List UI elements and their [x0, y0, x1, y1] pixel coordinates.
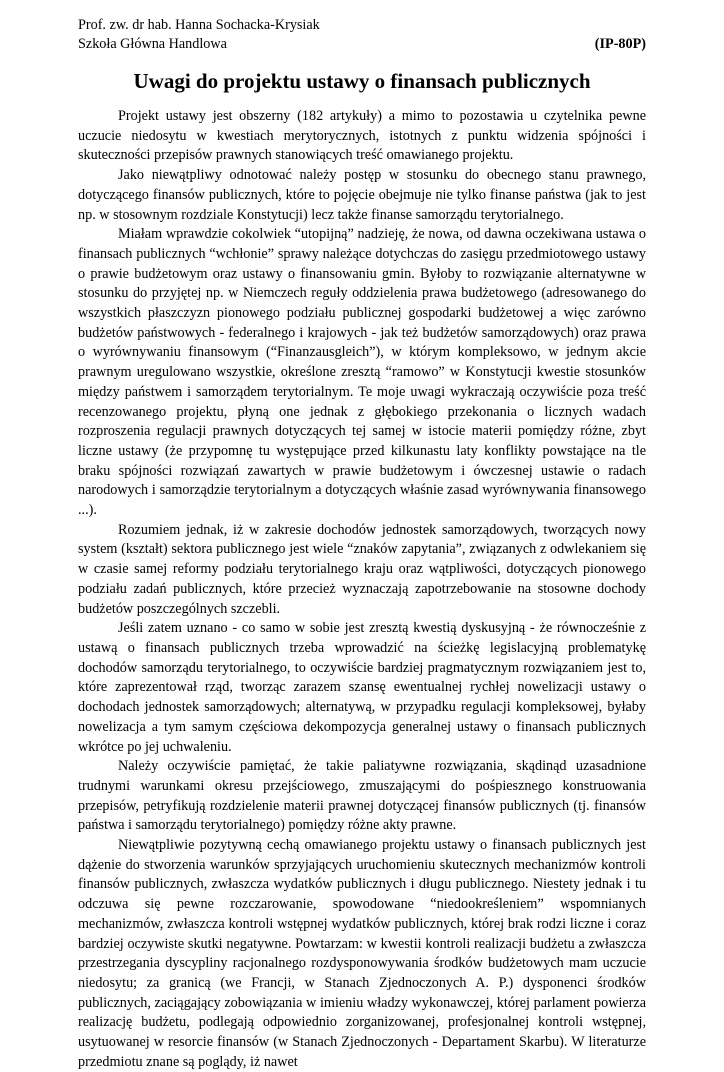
document-title: Uwagi do projektu ustawy o finansach publicznych: [133, 69, 591, 93]
paragraph: Niewątpliwie pozytywną cechą omawianego projektu ustawy o finansach publicznych jest dążenie do stworzenia warunków sprzyjających uruchomieniu skutecznych mechanizmów kontroli finansów publicznych, zwłaszcza wydatków publicznych i długu publicznego. Niestety jednak i tu odczuwa się pewne rozczarowanie, spowodowane “niedookreśleniem” wspomnianych mechanizmów, zwłaszcza kontroli wstępnej wydatków publicznych, której brak rodzi liczne i coraz bardziej oczywiste skutki negatywne. Powtarzam: w kwestii kontroli realizacji budżetu a zwłaszcza przestrzegania dyscypliny racjonalnego rozdysponowywania środków budżetowych mam uczucie niedosytu; za granicą (we Francji, w Stanach Zjednoczonych A. P.) dysponenci środków publicznych, zaciągający zobowiązania w imieniu władzy wykonawczej, której parlament powierza realizację budżetu, podlegają odpowiednio zorganizowanej, profesjonalnej kontroli wstępnej, usytuowanej w resorcie finansów (w Stanach Zjednoczonych - Departament Skarbu). W literaturze przedmiotu znane są poglądy, iż nawet: [78, 837, 646, 1070]
document-header: [78, 16, 646, 54]
document-body: [78, 107, 646, 1072]
institution-name: Szkoła Główna Handlowa: [78, 36, 227, 52]
paragraph: Należy oczywiście pamiętać, że takie paliatywne rozwiązania, skądinąd uzasadnione trudnymi warunkami okresu przejściowego, zmuszającymi do pośpiesznego konstruowania przepisów, petryfikują rozdzielenie materii prawnej dotyczącej finansów publicznych (tj. finansów państwa i samorządu terytorialnego) pomiędzy różne akty prawne.: [78, 758, 646, 834]
paragraph: Rozumiem jednak, iż w zakresie dochodów jednostek samorządowych, tworzących nowy system (kształt) sektora publicznego jest wiele “znaków zapytania”, związanych z odwlekaniem się w czasie samej reformy podziału terytorialnego kraju oraz wątpliwości, dotyczących pionowego podziału zadań publicznych, które przecież wyznaczają zapotrzebowanie na stosowne dochody budżetów poszczególnych szczebli.: [78, 521, 646, 617]
paragraph: Miałam wprawdzie cokolwiek “utopijną” nadzieję, że nowa, od dawna oczekiwana ustawa o finansach publicznych “wchłonie” sprawy należące dotychczas do zasięgu przedmiotowego ustawy o prawie budżetowym oraz ustawy o finansowaniu gmin. Byłoby to rozwiązanie alternatywne w stosunku do przyjętej np. w Niemczech reguły oddzielenia prawa budżetowego (adresowanego do wszystkich płaszczyzn pionowego podziału publicznej gospodarki budżetowej a więc zarówno budżetów państwowych - federalnego i krajowych - jak też budżetów samorządowych) oraz prawa o wyrównywaniu finansowym (“Finanzausgleich”), w którym kompleksowo, w jednym akcie prawnym uregulowano wszystkie, określone zresztą “ramowo” w Konstytucji kwestie stosunków między państwem i samorządem terytorialnym. Te moje uwagi wykraczają oczywiście poza treść recenzowanego projektu, płyną one jednak z głębokiego przekonania o licznych wadach rozproszenia regulacji prawnych dotyczących tej samej w istocie materii pomiędzy różne, zbyt liczne ustawy (że przypomnę tu występujące przed kilkunastu laty konflikty powstające na tle braku spójności rozwiązań zawartych w prawie budżetowym i ówczesnej ustawie o radach narodowych i samorządzie terytorialnym a dotyczących właśnie zasad wyrównywania finansowego ...).: [78, 226, 646, 519]
document-code: (IP-80P): [594, 36, 646, 52]
paragraph: Jeśli zatem uznano - co samo w sobie jest zresztą kwestią dyskusyjną - że równocześnie z ustawą o finansach publicznych trzeba wprowadzić na ścieżkę legislacyjną problematykę dochodów samorządu terytorialnego, to oczywiście bardziej pragmatycznym rozwiązaniem jest to, które zaprezentował rząd, tworząc zarazem szansę ewentualnej rychłej nowelizacji ustawy o dochodach jednostek samorządowych; alternatywą, w przypadku regulacji kompleksowej, byłaby nowelizacja a tym samym częściowa dekompozycja generalnej ustawy o finansach publicznych wkrótce po jej uchwaleniu.: [78, 620, 646, 755]
paragraph: Projekt ustawy jest obszerny (182 artykuły) a mimo to pozostawia u czytelnika pewne uczucie niedosytu w kwestiach merytorycznych, istotnych z punktu widzenia spójności i skuteczności przepisów prawnych stanowiących treść omawianego projektu.: [78, 108, 646, 164]
author-line: Prof. zw. dr hab. Hanna Sochacka-Krysiak: [78, 17, 320, 33]
paragraph: Jako niewątpliwy odnotować należy postęp w stosunku do obecnego stanu prawnego, dotyczącego finansów publicznych, które to pojęcie obejmuje nie tylko finanse państwa (jak to jest np. w stosownym rozdziale Konstytucji) lecz także finanse samorządu terytorialnego.: [78, 167, 646, 223]
institution-row: [78, 35, 646, 54]
